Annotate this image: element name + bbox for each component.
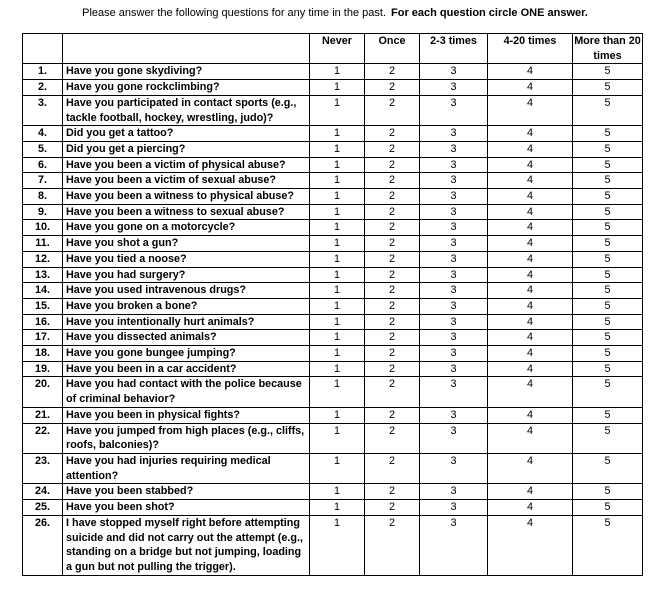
answer-option-5[interactable]: 5 bbox=[573, 515, 643, 575]
answer-option-3[interactable]: 3 bbox=[420, 515, 488, 575]
answer-option-2[interactable]: 2 bbox=[365, 64, 420, 80]
answer-option-1[interactable]: 1 bbox=[310, 126, 365, 142]
answer-option-5[interactable]: 5 bbox=[573, 141, 643, 157]
answer-option-2[interactable]: 2 bbox=[365, 361, 420, 377]
answer-option-3[interactable]: 3 bbox=[420, 423, 488, 453]
question-number: 25. bbox=[23, 500, 63, 516]
answer-option-2[interactable]: 2 bbox=[365, 314, 420, 330]
answer-option-1[interactable]: 1 bbox=[310, 173, 365, 189]
answer-option-5[interactable]: 5 bbox=[573, 314, 643, 330]
column-header-question bbox=[63, 34, 310, 64]
answer-option-4[interactable]: 4 bbox=[488, 515, 573, 575]
answer-option-1[interactable]: 1 bbox=[310, 361, 365, 377]
answer-option-5[interactable]: 5 bbox=[573, 157, 643, 173]
column-header-more-than-20-times: More than 20 times bbox=[573, 34, 643, 64]
question-number: 5. bbox=[23, 141, 63, 157]
question-number: 1. bbox=[23, 64, 63, 80]
answer-option-3[interactable]: 3 bbox=[420, 377, 488, 407]
answer-option-1[interactable]: 1 bbox=[310, 251, 365, 267]
question-text: Did you get a tattoo? bbox=[63, 126, 310, 142]
table-row bbox=[23, 267, 643, 283]
question-number: 2. bbox=[23, 80, 63, 96]
answer-option-1[interactable]: 1 bbox=[310, 283, 365, 299]
answer-option-3[interactable]: 3 bbox=[420, 251, 488, 267]
answer-option-5[interactable]: 5 bbox=[573, 204, 643, 220]
question-text: Have you gone rockclimbing? bbox=[63, 80, 310, 96]
answer-option-4[interactable]: 4 bbox=[488, 173, 573, 189]
answer-option-5[interactable]: 5 bbox=[573, 346, 643, 362]
answer-option-5[interactable]: 5 bbox=[573, 500, 643, 516]
answer-option-2[interactable]: 2 bbox=[365, 423, 420, 453]
table-body bbox=[23, 64, 643, 575]
question-number: 14. bbox=[23, 283, 63, 299]
answer-option-4[interactable]: 4 bbox=[488, 64, 573, 80]
answer-option-4[interactable]: 4 bbox=[488, 189, 573, 205]
answer-option-3[interactable]: 3 bbox=[420, 95, 488, 125]
table-row bbox=[23, 484, 643, 500]
question-text: Have you jumped from high places (e.g., cliffs, roofs, balconies)? bbox=[63, 423, 310, 453]
answer-option-5[interactable]: 5 bbox=[573, 173, 643, 189]
table-row bbox=[23, 283, 643, 299]
answer-option-4[interactable]: 4 bbox=[488, 484, 573, 500]
question-text: Have you intentionally hurt animals? bbox=[63, 314, 310, 330]
answer-option-2[interactable]: 2 bbox=[365, 484, 420, 500]
answer-option-1[interactable]: 1 bbox=[310, 95, 365, 125]
question-number: 6. bbox=[23, 157, 63, 173]
answer-option-5[interactable]: 5 bbox=[573, 453, 643, 483]
table-row bbox=[23, 95, 643, 125]
answer-option-4[interactable]: 4 bbox=[488, 80, 573, 96]
answer-option-2[interactable]: 2 bbox=[365, 80, 420, 96]
answer-option-4[interactable]: 4 bbox=[488, 126, 573, 142]
answer-option-4[interactable]: 4 bbox=[488, 377, 573, 407]
question-number: 8. bbox=[23, 189, 63, 205]
question-text: Have you shot a gun? bbox=[63, 236, 310, 252]
answer-option-2[interactable]: 2 bbox=[365, 173, 420, 189]
question-text: Have you had contact with the police because of criminal behavior? bbox=[63, 377, 310, 407]
instructions-bold-text: For each question circle ONE answer. bbox=[391, 7, 588, 19]
answer-option-4[interactable]: 4 bbox=[488, 423, 573, 453]
table-row bbox=[23, 330, 643, 346]
table-row bbox=[23, 220, 643, 236]
question-text: Have you gone skydiving? bbox=[63, 64, 310, 80]
question-number: 18. bbox=[23, 346, 63, 362]
table-row bbox=[23, 407, 643, 423]
answer-option-2[interactable]: 2 bbox=[365, 515, 420, 575]
question-number: 24. bbox=[23, 484, 63, 500]
answer-option-2[interactable]: 2 bbox=[365, 95, 420, 125]
page-instructions bbox=[0, 0, 670, 20]
answer-option-3[interactable]: 3 bbox=[420, 346, 488, 362]
question-number: 23. bbox=[23, 453, 63, 483]
answer-option-1[interactable]: 1 bbox=[310, 330, 365, 346]
question-text: Have you had injuries requiring medical attention? bbox=[63, 453, 310, 483]
answer-option-2[interactable]: 2 bbox=[365, 189, 420, 205]
answer-option-3[interactable]: 3 bbox=[420, 157, 488, 173]
answer-option-5[interactable]: 5 bbox=[573, 298, 643, 314]
question-text: Have you been a witness to physical abuse? bbox=[63, 189, 310, 205]
question-text: Have you had surgery? bbox=[63, 267, 310, 283]
answer-option-3[interactable]: 3 bbox=[420, 500, 488, 516]
answer-option-5[interactable]: 5 bbox=[573, 377, 643, 407]
question-number: 12. bbox=[23, 251, 63, 267]
answer-option-2[interactable]: 2 bbox=[365, 141, 420, 157]
question-text: Have you broken a bone? bbox=[63, 298, 310, 314]
answer-option-2[interactable]: 2 bbox=[365, 236, 420, 252]
answer-option-2[interactable]: 2 bbox=[365, 267, 420, 283]
answer-option-2[interactable]: 2 bbox=[365, 346, 420, 362]
table-row bbox=[23, 298, 643, 314]
table-row bbox=[23, 236, 643, 252]
answer-option-1[interactable]: 1 bbox=[310, 267, 365, 283]
answer-option-3[interactable]: 3 bbox=[420, 407, 488, 423]
question-number: 11. bbox=[23, 236, 63, 252]
answer-option-5[interactable]: 5 bbox=[573, 484, 643, 500]
answer-option-4[interactable]: 4 bbox=[488, 298, 573, 314]
answer-option-3[interactable]: 3 bbox=[420, 298, 488, 314]
question-text: I have stopped myself right before attempting suicide and did not carry out the attempt (e.g., standing on a bridge but not jumping, loading a gun but not pulling the trigger). bbox=[63, 515, 310, 575]
answer-option-3[interactable]: 3 bbox=[420, 330, 488, 346]
answer-option-1[interactable]: 1 bbox=[310, 64, 365, 80]
answer-option-2[interactable]: 2 bbox=[365, 126, 420, 142]
answer-option-4[interactable]: 4 bbox=[488, 204, 573, 220]
table-row bbox=[23, 173, 643, 189]
answer-option-2[interactable]: 2 bbox=[365, 283, 420, 299]
answer-option-5[interactable]: 5 bbox=[573, 220, 643, 236]
answer-option-5[interactable]: 5 bbox=[573, 423, 643, 453]
answer-option-5[interactable]: 5 bbox=[573, 330, 643, 346]
instructions-normal-text: Please answer the following questions for any time in the past. bbox=[82, 7, 387, 19]
table-row bbox=[23, 141, 643, 157]
question-number: 20. bbox=[23, 377, 63, 407]
answer-option-2[interactable]: 2 bbox=[365, 377, 420, 407]
answer-option-1[interactable]: 1 bbox=[310, 500, 365, 516]
answer-option-1[interactable]: 1 bbox=[310, 346, 365, 362]
table-row bbox=[23, 189, 643, 205]
question-text: Have you been stabbed? bbox=[63, 484, 310, 500]
answer-option-1[interactable]: 1 bbox=[310, 141, 365, 157]
question-number: 17. bbox=[23, 330, 63, 346]
question-number: 22. bbox=[23, 423, 63, 453]
table-row bbox=[23, 80, 643, 96]
answer-option-3[interactable]: 3 bbox=[420, 267, 488, 283]
answer-option-4[interactable]: 4 bbox=[488, 95, 573, 125]
answer-option-3[interactable]: 3 bbox=[420, 283, 488, 299]
question-text: Have you been shot? bbox=[63, 500, 310, 516]
answer-option-2[interactable]: 2 bbox=[365, 407, 420, 423]
question-text: Have you tied a noose? bbox=[63, 251, 310, 267]
answer-option-1[interactable]: 1 bbox=[310, 407, 365, 423]
answer-option-5[interactable]: 5 bbox=[573, 80, 643, 96]
question-number: 21. bbox=[23, 407, 63, 423]
question-number: 15. bbox=[23, 298, 63, 314]
answer-option-4[interactable]: 4 bbox=[488, 141, 573, 157]
table-row bbox=[23, 500, 643, 516]
answer-option-2[interactable]: 2 bbox=[365, 330, 420, 346]
table-row bbox=[23, 361, 643, 377]
answer-option-5[interactable]: 5 bbox=[573, 267, 643, 283]
answer-option-2[interactable]: 2 bbox=[365, 298, 420, 314]
table-row bbox=[23, 346, 643, 362]
answer-option-5[interactable]: 5 bbox=[573, 189, 643, 205]
table-row bbox=[23, 157, 643, 173]
answer-option-4[interactable]: 4 bbox=[488, 267, 573, 283]
answer-option-1[interactable]: 1 bbox=[310, 80, 365, 96]
question-number: 10. bbox=[23, 220, 63, 236]
question-text: Have you gone bungee jumping? bbox=[63, 346, 310, 362]
answer-option-4[interactable]: 4 bbox=[488, 346, 573, 362]
question-number: 7. bbox=[23, 173, 63, 189]
answer-option-4[interactable]: 4 bbox=[488, 220, 573, 236]
answer-option-3[interactable]: 3 bbox=[420, 220, 488, 236]
table-row bbox=[23, 423, 643, 453]
answer-option-3[interactable]: 3 bbox=[420, 484, 488, 500]
answer-option-5[interactable]: 5 bbox=[573, 361, 643, 377]
answer-option-5[interactable]: 5 bbox=[573, 407, 643, 423]
answer-option-3[interactable]: 3 bbox=[420, 189, 488, 205]
question-number: 4. bbox=[23, 126, 63, 142]
table-row bbox=[23, 314, 643, 330]
answer-option-4[interactable]: 4 bbox=[488, 236, 573, 252]
answer-option-2[interactable]: 2 bbox=[365, 220, 420, 236]
answer-option-4[interactable]: 4 bbox=[488, 361, 573, 377]
answer-option-3[interactable]: 3 bbox=[420, 126, 488, 142]
answer-option-3[interactable]: 3 bbox=[420, 361, 488, 377]
table-row bbox=[23, 64, 643, 80]
answer-option-1[interactable]: 1 bbox=[310, 515, 365, 575]
answer-option-1[interactable]: 1 bbox=[310, 189, 365, 205]
answer-option-4[interactable]: 4 bbox=[488, 283, 573, 299]
question-text: Have you been a victim of physical abuse? bbox=[63, 157, 310, 173]
answer-option-3[interactable]: 3 bbox=[420, 64, 488, 80]
answer-option-1[interactable]: 1 bbox=[310, 453, 365, 483]
question-number: 16. bbox=[23, 314, 63, 330]
answer-option-4[interactable]: 4 bbox=[488, 500, 573, 516]
column-header-4-20-times: 4-20 times bbox=[488, 34, 573, 64]
question-number: 26. bbox=[23, 515, 63, 575]
question-text: Have you gone on a motorcycle? bbox=[63, 220, 310, 236]
answer-option-2[interactable]: 2 bbox=[365, 251, 420, 267]
question-number: 19. bbox=[23, 361, 63, 377]
column-header-row-number bbox=[23, 34, 63, 64]
answer-option-5[interactable]: 5 bbox=[573, 95, 643, 125]
answer-option-1[interactable]: 1 bbox=[310, 157, 365, 173]
question-text: Have you been a victim of sexual abuse? bbox=[63, 173, 310, 189]
question-number: 13. bbox=[23, 267, 63, 283]
answer-option-3[interactable]: 3 bbox=[420, 141, 488, 157]
table-row bbox=[23, 204, 643, 220]
question-text: Did you get a piercing? bbox=[63, 141, 310, 157]
answer-option-5[interactable]: 5 bbox=[573, 126, 643, 142]
question-text: Have you been in a car accident? bbox=[63, 361, 310, 377]
answer-option-2[interactable]: 2 bbox=[365, 204, 420, 220]
question-text: Have you used intravenous drugs? bbox=[63, 283, 310, 299]
answer-option-1[interactable]: 1 bbox=[310, 423, 365, 453]
answer-option-1[interactable]: 1 bbox=[310, 314, 365, 330]
answer-option-3[interactable]: 3 bbox=[420, 236, 488, 252]
answer-option-1[interactable]: 1 bbox=[310, 484, 365, 500]
answer-option-4[interactable]: 4 bbox=[488, 157, 573, 173]
table-row bbox=[23, 515, 643, 575]
answer-option-1[interactable]: 1 bbox=[310, 236, 365, 252]
answer-option-4[interactable]: 4 bbox=[488, 407, 573, 423]
header-row bbox=[23, 34, 643, 64]
answer-option-4[interactable]: 4 bbox=[488, 330, 573, 346]
column-header-2-3-times: 2-3 times bbox=[420, 34, 488, 64]
answer-option-3[interactable]: 3 bbox=[420, 204, 488, 220]
answer-option-4[interactable]: 4 bbox=[488, 251, 573, 267]
column-header-never: Never bbox=[310, 34, 365, 64]
question-text: Have you been in physical fights? bbox=[63, 407, 310, 423]
question-text: Have you participated in contact sports (e.g., tackle football, hockey, wrestling, judo)? bbox=[63, 95, 310, 125]
question-text: Have you been a witness to sexual abuse? bbox=[63, 204, 310, 220]
questionnaire-table bbox=[22, 33, 643, 576]
answer-option-1[interactable]: 1 bbox=[310, 220, 365, 236]
answer-option-3[interactable]: 3 bbox=[420, 453, 488, 483]
table-row bbox=[23, 453, 643, 483]
answer-option-1[interactable]: 1 bbox=[310, 377, 365, 407]
column-header-once: Once bbox=[365, 34, 420, 64]
answer-option-5[interactable]: 5 bbox=[573, 283, 643, 299]
answer-option-1[interactable]: 1 bbox=[310, 204, 365, 220]
answer-option-1[interactable]: 1 bbox=[310, 298, 365, 314]
answer-option-3[interactable]: 3 bbox=[420, 173, 488, 189]
answer-option-4[interactable]: 4 bbox=[488, 453, 573, 483]
answer-option-4[interactable]: 4 bbox=[488, 314, 573, 330]
answer-option-5[interactable]: 5 bbox=[573, 236, 643, 252]
answer-option-5[interactable]: 5 bbox=[573, 251, 643, 267]
question-text: Have you dissected animals? bbox=[63, 330, 310, 346]
answer-option-2[interactable]: 2 bbox=[365, 453, 420, 483]
table-row bbox=[23, 126, 643, 142]
answer-option-5[interactable]: 5 bbox=[573, 64, 643, 80]
question-number: 9. bbox=[23, 204, 63, 220]
question-number: 3. bbox=[23, 95, 63, 125]
answer-option-2[interactable]: 2 bbox=[365, 500, 420, 516]
answer-option-2[interactable]: 2 bbox=[365, 157, 420, 173]
table-row bbox=[23, 251, 643, 267]
table-row bbox=[23, 377, 643, 407]
answer-option-3[interactable]: 3 bbox=[420, 314, 488, 330]
answer-option-3[interactable]: 3 bbox=[420, 80, 488, 96]
